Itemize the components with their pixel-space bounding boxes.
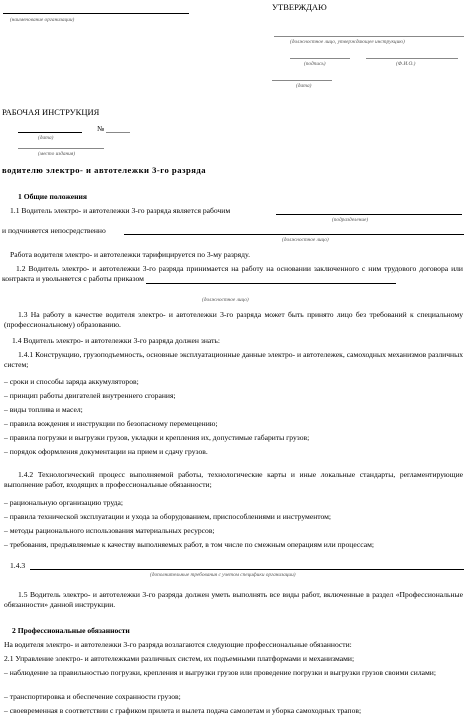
place-caption: (место издания)	[38, 151, 76, 157]
approve-date-line	[272, 80, 332, 81]
section-2-heading: 2 Профессиональные обязанности	[12, 626, 130, 635]
know-item: – принцип работы двигателей внутреннего сгорания;	[4, 391, 176, 400]
tech-item: – рациональную организацию труда;	[4, 498, 124, 507]
subdivision-line	[276, 214, 462, 215]
approver-position-line	[274, 36, 464, 37]
paragraph-1-5: 1.5 Водитель электро- и автотележки 3-го разряда должен уметь выполнять все виды работ, включенные в раздел «Профессиональные обязанности» данной инструкции.	[4, 590, 463, 609]
paragraph-2-intro: На водителя электро- и автотележки 3-го разряда возлагаются следующие профессиональные обязанности:	[4, 640, 352, 649]
approve-date-caption: (дата)	[296, 83, 312, 89]
paragraph-1-4: 1.4 Водитель электро- и автотележки 3-го разряда должен знать:	[12, 336, 220, 345]
know-item: – порядок оформления документации на прием и сдачу грузов.	[4, 447, 208, 456]
instruction-date-line	[18, 132, 82, 133]
paragraph-2-1: 2.1 Управление электро- и автотележками различных систем, их подъемными платформами и механизмами;	[4, 654, 355, 663]
organization-caption: (наименование организации)	[10, 17, 75, 23]
section-1-heading: 1 Общие положения	[18, 192, 88, 201]
paragraph-1-1-subordinate: и подчиняется непосредственно	[2, 226, 106, 235]
paragraph-1-4-3: 1.4.3	[10, 561, 26, 570]
paragraph-1-2	[2, 264, 463, 284]
supervisor-caption: (должностное лицо)	[282, 237, 329, 243]
know-item: – правила погрузки и выгрузки грузов, укладки и крепления их, допустимые габариты грузов;	[4, 433, 310, 442]
supervisor-line	[124, 234, 464, 235]
name-line	[366, 58, 458, 59]
tech-item: – правила технической эксплуатации и ухода за оборудованием, приспособлениями и инструментом;	[4, 512, 332, 521]
paragraph-tariff: Работа водителя электро- и автотележки тарифицируется по 3-му разряду.	[10, 250, 250, 259]
place-line	[18, 148, 104, 149]
name-caption: (Ф.И.О.)	[396, 61, 416, 67]
subdivision-caption: (подразделение)	[332, 217, 369, 223]
additional-requirements-caption: (дополнительные требования с учетом специфики организации)	[150, 572, 296, 578]
additional-requirements-line	[30, 569, 464, 570]
dismissal-caption: (должностное лицо)	[202, 297, 249, 303]
instruction-title: РАБОЧАЯ ИНСТРУКЦИЯ	[2, 107, 100, 117]
signature-line	[290, 58, 350, 59]
number-sign: №	[97, 124, 105, 133]
know-item: – сроки и способы заряда аккумуляторов;	[4, 377, 139, 386]
paragraph-1-4-2: 1.4.2 Технологический процесс выполняемой работы, технологические карты и иные локальные стандарты, регламентирующие выполнение работ, входящих в профессиональные обязанности;	[4, 470, 463, 489]
instruction-date-caption: (дата)	[38, 135, 54, 141]
know-item: – виды топлива и масел;	[4, 405, 83, 414]
tech-item: – методы рационального использования материальных ресурсов;	[4, 526, 215, 535]
organization-line	[3, 13, 189, 14]
dismissal-line	[146, 283, 396, 284]
paragraph-1-1: 1.1 Водитель электро- и автотележки 3-го разряда является рабочим	[10, 206, 231, 215]
approve-title: УТВЕРЖДАЮ	[272, 2, 327, 12]
duty-item: – своевременная в соответствии с графиком прилета и вылета подача самолетам и уборка самоходных трапов;	[4, 706, 362, 715]
paragraph-1-2-text: 1.2 Водитель электро- и автотележки 3-го разряда принимается на работу на основании заключенного с ним трудового договора или контракта и увольняется с работы приказом	[2, 264, 463, 283]
instruction-subject: водителю электро- и автотележки 3-го разряда	[2, 165, 207, 175]
tech-item: – требования, предъявляемые к качеству выполняемых работ, в том числе по смежным операциям или процессам;	[4, 540, 375, 549]
signature-caption: (подпись)	[304, 61, 326, 67]
know-item: – правила вождения и инструкции по безопасному перемещению;	[4, 419, 218, 428]
paragraph-1-3: 1.3 На работу в качестве водителя электро- и автотележки 3-го разряда может быть принято лицо без требований к специальному (профессиональному) образованию.	[4, 310, 463, 329]
paragraph-1-4-1: 1.4.1 Конструкцию, грузоподъемность, основные эксплуатационные данные электро- и автотележек, самоходных механизмов различных систем;	[4, 350, 463, 369]
duty-item: – транспортировка и обеспечение сохранности грузов;	[4, 692, 181, 701]
approver-position-caption: (должностное лицо, утверждающее инструкцию)	[290, 39, 405, 45]
instruction-number-line	[106, 132, 130, 133]
duty-item: – наблюдение за правильностью погрузки, крепления и выгрузки грузов или проведение погрузки и выгрузки грузов своими силами;	[4, 668, 436, 677]
